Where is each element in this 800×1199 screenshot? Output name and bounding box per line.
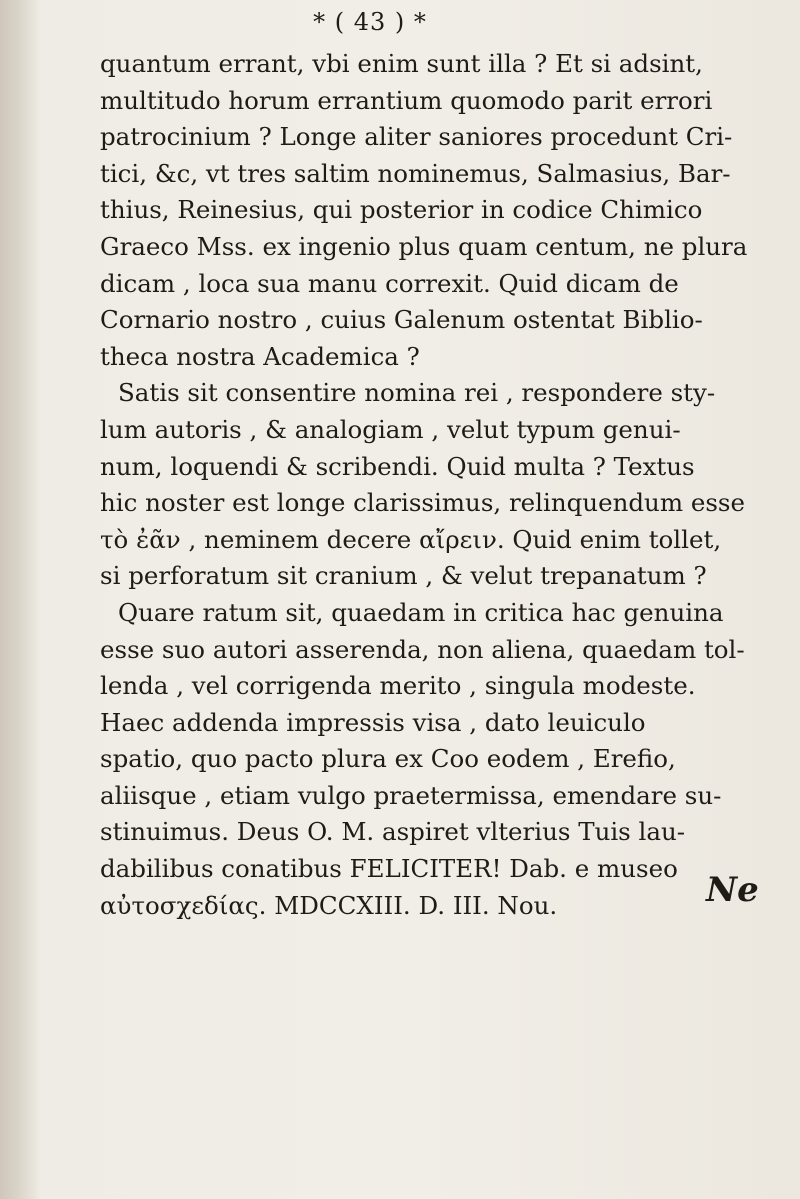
text-line: patrocinium ? Longe aliter saniores procedunt Cri- — [100, 122, 733, 152]
text-line: Cornario nostro , cuius Galenum ostentat Biblio- — [100, 305, 703, 335]
text-line: si perforatum sit cranium , & velut trepanatum ? — [100, 561, 707, 591]
text-line: theca nostra Academica ? — [100, 341, 420, 371]
text-line: Graeco Mss. ex ingenio plus quam centum, ne plura — [100, 231, 748, 261]
text-line: aliisque , etiam vulgo praetermissa, emendare su- — [100, 780, 722, 810]
text-line: τὸ ἐᾶν , neminem decere αἴρειν. Quid enim tollet, — [100, 524, 722, 554]
text-line: hic noster est longe clarissimus, relinquendum esse — [100, 488, 745, 518]
text-line: lenda , vel corrigenda merito , singula modeste. — [100, 671, 696, 701]
text-line: Satis sit consentire nomina rei , respondere sty- — [118, 378, 716, 408]
text-line: Haec addenda impressis visa , dato leuiculo — [100, 707, 646, 737]
text-line: esse suo autori asserenda, non aliena, quaedam tol- — [100, 634, 745, 664]
text-line: dicam , loca sua manu correxit. Quid dicam de — [100, 268, 679, 298]
text-line: stinuimus. Deus O. M. aspiret vlterius Tuis lau- — [100, 817, 686, 847]
text-line: αὐτοσχεδίας. MDCCXIII. D. III. Nou. — [100, 890, 558, 920]
text-line: spatio, quo pacto plura ex Coo eodem , Erefio, — [100, 744, 676, 774]
text-line: Quare ratum sit, quaedam in critica hac genuina — [118, 597, 724, 627]
text-line: tici, &c, vt tres saltim nominemus, Salmasius, Bar- — [100, 158, 731, 188]
page-number: * ( 43 ) * — [313, 8, 427, 36]
catchword: Ne — [706, 870, 759, 910]
body-text — [100, 46, 790, 924]
text-line: multitudo horum errantium quomodo parit errori — [100, 85, 713, 115]
text-line: thius, Reinesius, qui posterior in codice Chimico — [100, 195, 703, 225]
text-line: dabilibus conatibus FELICITER! Dab. e museo — [100, 854, 678, 884]
text-line: quantum errant, vbi enim sunt illa ? Et si adsint, — [100, 49, 703, 78]
page-gutter-shadow — [0, 0, 40, 1199]
text-line: lum autoris , & analogiam , velut typum genui- — [100, 414, 681, 444]
text-line: num, loquendi & scribendi. Quid multa ? Textus — [100, 451, 695, 481]
